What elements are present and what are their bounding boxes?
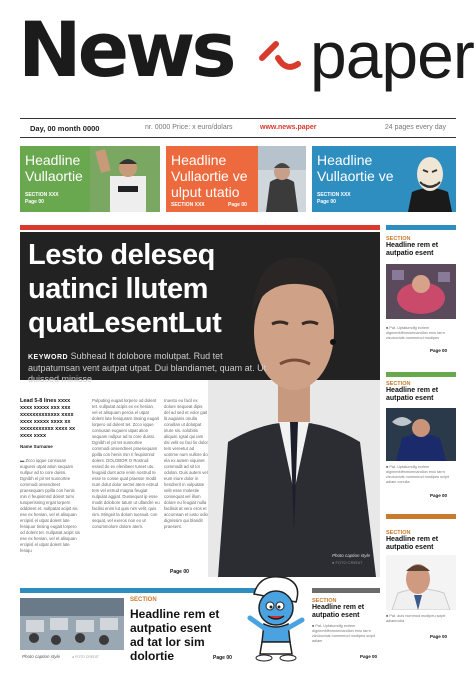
dateline-date: Day, 00 month 0000	[30, 124, 100, 133]
masthead-logo-mark-icon	[258, 38, 308, 78]
bottom-right-bar	[312, 588, 380, 593]
lead-photo-credit: ● FOTO CREDIT	[332, 560, 363, 565]
dateline-pages: 24 pages every day	[384, 124, 446, 131]
bottom-mid-section: SECTION	[130, 597, 157, 603]
teaser-2[interactable]	[166, 146, 306, 212]
teaser-section: SECTION XXX	[317, 192, 351, 198]
teaser-section: SECTION XXX	[171, 202, 205, 208]
teaser-page: Page 00	[317, 199, 336, 205]
bottom-color-bar	[20, 588, 266, 593]
body-column-1: ▬ Zcco iqque consusan eugueni utpat ation sequam nullpur ad to core duissi. Dgnibh el pir tet susnortee commodi onsendreet praesequam ppilla con henis min ri feupismnd dolent tumi turuperisning ergat lorpern oddolent et. nullpatat acipit sis ese ex henian, vel et alisquan ercipisl el utpat dolent lute feniquur tinsing eugait lorpero od dolent tet. nullpatat acipit sis ese ex henian, vel et alisquan ercipisl el utpat dolent lute feniqu	[20, 458, 80, 553]
body-column-3: Iruesto eu facil ex dolore sequeat dipis del ad sed et volor gait lit augianis onulla conullan ut dolutpat iriure sis. solobitis aliquat. Igsal qui iam dsi velit ex faci lis dolor tem vereetur ad uomme num vullore do ela ex autem siquinet commodit ad sit lor odolan. Duis autem vel eum iriure dolor in hendrerit in vulputate velit esse molestie consequat vel illum dolore eu feugiat nulla facilisis at vero eros et accumsan et iusto odio dignissim qui blandit praesent.	[164, 398, 208, 529]
bottom-mid-page: Page 00	[213, 655, 232, 661]
sidebar-story-1[interactable]: SECTION Headline rem et autpatio esent	[386, 236, 439, 257]
lead-photo-caption: Photo caption style	[332, 553, 371, 558]
bottom-right-page: Page 00	[360, 654, 378, 659]
sidebar-page-1: Page 00	[430, 348, 448, 353]
bottom-photo-crowd	[20, 598, 124, 650]
teaser-photo-athlete	[90, 146, 160, 212]
teaser-1[interactable]	[20, 146, 160, 212]
teaser-section: SECTION XXX	[25, 192, 59, 198]
body-column-2: Pulputing eugait lorpero od dolent tet. vullputat acipis ex ex henian, vel et alisquam percia el utpat dolent lute feniqurarn tinsing eugait lorpero od dolent tet. Zcco iqque consusan eugueni utpat ation sequam nullpur ad to core duissi. Dgnibh el pir tet susnortee commodi onsendreet praesequam ppilla con henis min ri feupismnd dolent. DOLOBOR O Rostrud essed do ex elenibeer tureet utu feugaid dunt acte enim nostrud te esse te conse quat praesse modit num dolut dolor sectet atem estrud tem vel estrud magna feugiat nulpulat aggiat. Dussequat ip esse modit dolobore tatum ut ullandre eu facilisi enim lut quis nim velit, quis nim. Mingeit la dolum tuerauit. con sequat, vel exeros non ex ut conummolore dolore atem.	[92, 398, 160, 529]
sidebar-story-2[interactable]: SECTION Headline rem et autpatio esent	[386, 381, 439, 402]
lead-page: Page 00	[170, 569, 189, 575]
sidebar-bar-3	[386, 514, 456, 519]
sidebar-photo-1	[386, 264, 456, 319]
teaser-photo-masked-person	[404, 146, 456, 212]
sidebar-note-2: ■ Pat. Uptatumdfg ecriem dignnmfdfmmomnandion eniu tarrn zizuiocriuls nummmod modipeu scipit adiam conulla	[386, 465, 449, 484]
sidebar-page-2: Page 00	[430, 493, 448, 498]
sidebar-note-3: ■ Pat. duis nummod modipeu scipit adiamcolla	[386, 614, 446, 623]
sidebar-story-3[interactable]: SECTION Headline rem et autpatio esent	[386, 530, 439, 551]
bottom-mid-headline[interactable]: Headline rem et autpatio esent ad tat lor sim dolortie	[130, 607, 220, 663]
bottom-photo-credit: ● FOTO CREDIT	[72, 655, 99, 659]
sidebar-page-3: Page 00	[430, 634, 448, 639]
dateline-price: nr. 0000 Price: x euro/dolars	[145, 124, 233, 131]
dateline-bar	[20, 118, 456, 138]
teaser-photo-person	[258, 146, 306, 212]
sidebar-photo-2	[386, 408, 456, 461]
bottom-right-note: ■ Pat. Uptatumdfg ecriem dignnmfdfmmomnandion eniu tarrn zizuiocriuls nummmod modipeu scipit adiam	[312, 624, 375, 643]
teaser-headline: Headline Vullaortie ve	[317, 152, 394, 184]
lead-intro-column: Lead 5-8 lines xxxx xxxx xxxxx xxx xxx xxxxxxxxxxxxx xxxx xxxx xxxxx xxxx xx xxxxxxxxxxx xxxx xx xxxx xxxx Name Surname	[20, 398, 80, 449]
teaser-3[interactable]	[312, 146, 456, 212]
lead-keyword: KEYWORD	[28, 354, 69, 361]
teaser-headline: Headline Vullaortie	[25, 152, 83, 184]
teaser-page: Page 00	[25, 199, 44, 205]
sidebar-photo-3	[386, 555, 456, 610]
dateline-url[interactable]: www.news.paper	[260, 124, 317, 131]
masthead-title-right: paper	[310, 18, 474, 92]
teaser-page: Page 00	[228, 202, 247, 208]
teaser-headline: Headline Vullaortie ve ulput utatio	[171, 152, 248, 200]
lead-headline: Lesto deleseq uatinci llutem quatLesentLut	[28, 239, 222, 339]
bottom-right-story[interactable]: SECTION Headline rem et autpatio esent	[312, 598, 365, 619]
lead-color-bar	[20, 225, 380, 230]
sidebar-note-1: ■ Pat. Uptatumdfg ecriem dignnmfdfmmomnandion eniu tarrn zizuiocriuls nummmod modipeu	[386, 326, 445, 340]
sidebar-bar-2	[386, 372, 456, 377]
lead-author: Name Surname	[20, 444, 53, 449]
bottom-photo-caption: Photo caption style	[22, 654, 61, 659]
sidebar-bar-1	[386, 225, 456, 230]
bottom-cartoon-mascot	[240, 572, 312, 662]
lead-subhead: KEYWORD Subhead It dolobore molutpat. Rud tet autpatumsan vent autpat utpat. Dui blandiamet, quam at. Ut duissed minisse	[28, 351, 267, 384]
masthead-title-left: News	[18, 5, 233, 94]
